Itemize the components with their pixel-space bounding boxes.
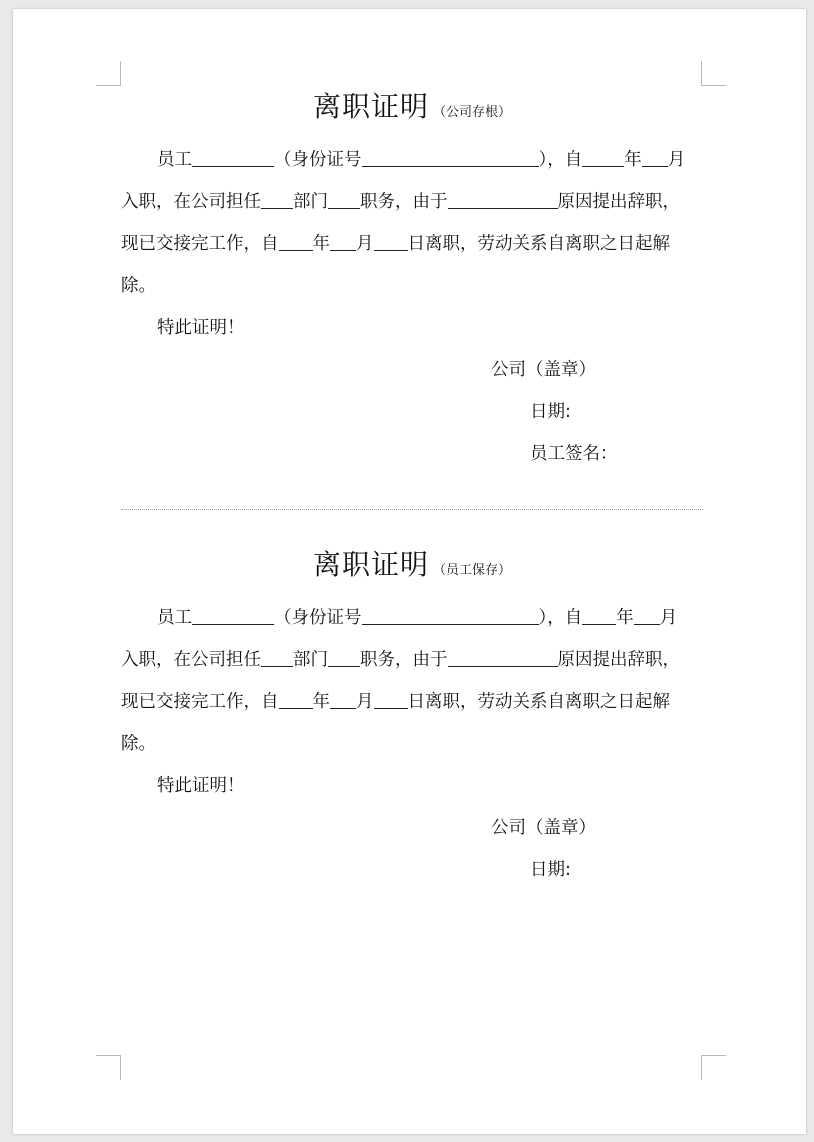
paragraph-line-3: [121, 681, 703, 723]
text-joined: 入职，在公司担任: [121, 192, 261, 212]
blank-leave-year: [279, 232, 313, 251]
text-dept: 部门: [293, 192, 328, 212]
text-position: 职务，由于: [360, 192, 448, 212]
company-seal-label: 公司（盖章）: [491, 360, 596, 380]
text-id-number: （身份证号: [274, 150, 362, 170]
text-year: 年: [624, 150, 642, 170]
blank-leave-day: [374, 232, 408, 251]
blank-leave-month: [330, 232, 356, 251]
text-from: ），自: [538, 150, 583, 170]
crop-mark-top-right: [701, 61, 726, 86]
crop-mark-bottom-right: [701, 1055, 726, 1080]
certify-text: 特此证明！: [157, 776, 245, 796]
certificate-title: [121, 545, 703, 585]
paragraph-line-1: [121, 597, 703, 639]
blank-id: [362, 148, 539, 167]
blank-name: [192, 606, 274, 625]
blank-name: [192, 148, 274, 167]
cut-line-divider: [121, 509, 703, 510]
certificate-body: [121, 139, 703, 349]
date-label: 日期:: [530, 860, 571, 880]
text-month: 月: [659, 608, 678, 628]
text-year: 年: [312, 692, 330, 712]
title-note: （员工保存）: [433, 563, 512, 578]
certify-text: 特此证明！: [157, 318, 245, 338]
blank-leave-day: [374, 690, 408, 709]
title-text: 离职证明: [312, 548, 429, 581]
title-text: 离职证明: [312, 90, 429, 123]
certificate-title: [121, 87, 703, 127]
company-seal-label: 公司（盖章）: [491, 818, 596, 838]
paragraph-line-4: 除。: [121, 734, 156, 754]
blank-month: [642, 148, 668, 167]
paragraph-line-3: [121, 223, 703, 265]
text-handover: 现已交接完工作，自: [121, 692, 279, 712]
text-reason: 原因提出辞职，: [557, 650, 680, 670]
blank-year: [582, 606, 616, 625]
blank-leave-month: [330, 690, 356, 709]
signature-block: [121, 349, 703, 475]
text-year: 年: [312, 234, 330, 254]
text-month: 月: [356, 234, 374, 254]
text-month: 月: [667, 150, 686, 170]
blank-reason: [448, 190, 558, 209]
paragraph-line-2: [121, 639, 703, 681]
crop-mark-bottom-left: [96, 1055, 121, 1080]
signature-block: [121, 807, 703, 891]
certificate-body: [121, 597, 703, 807]
crop-mark-top-left: [96, 61, 121, 86]
text-id-number: （身份证号: [274, 608, 362, 628]
blank-reason: [448, 648, 558, 667]
blank-position: [328, 190, 360, 209]
blank-dept: [261, 648, 293, 667]
certificate-company-stub: [121, 87, 703, 475]
text-handover: 现已交接完工作，自: [121, 234, 279, 254]
date-label: 日期:: [530, 402, 571, 422]
blank-id: [362, 606, 539, 625]
text-year: 年: [616, 608, 634, 628]
employee-signature-label: 员工签名：: [530, 444, 618, 464]
blank-month: [634, 606, 660, 625]
blank-position: [328, 648, 360, 667]
blank-leave-year: [279, 690, 313, 709]
text-termination: 日离职，劳动关系自离职之日起解: [407, 692, 670, 712]
text-position: 职务，由于: [360, 650, 448, 670]
text-month: 月: [356, 692, 374, 712]
blank-dept: [261, 190, 293, 209]
text-termination: 日离职，劳动关系自离职之日起解: [407, 234, 670, 254]
text-reason: 原因提出辞职，: [557, 192, 680, 212]
text-joined: 入职，在公司担任: [121, 650, 261, 670]
certificate-employee-copy: [121, 545, 703, 891]
paragraph-line-4: 除。: [121, 276, 156, 296]
blank-year: [582, 148, 624, 167]
text-dept: 部门: [293, 650, 328, 670]
paragraph-line-2: [121, 181, 703, 223]
document-page: [13, 9, 806, 1134]
text-from: ），自: [538, 608, 583, 628]
paragraph-line-1: [121, 139, 703, 181]
text-employee: 员工: [157, 150, 192, 170]
title-note: （公司存根）: [433, 105, 512, 120]
text-employee: 员工: [157, 608, 192, 628]
